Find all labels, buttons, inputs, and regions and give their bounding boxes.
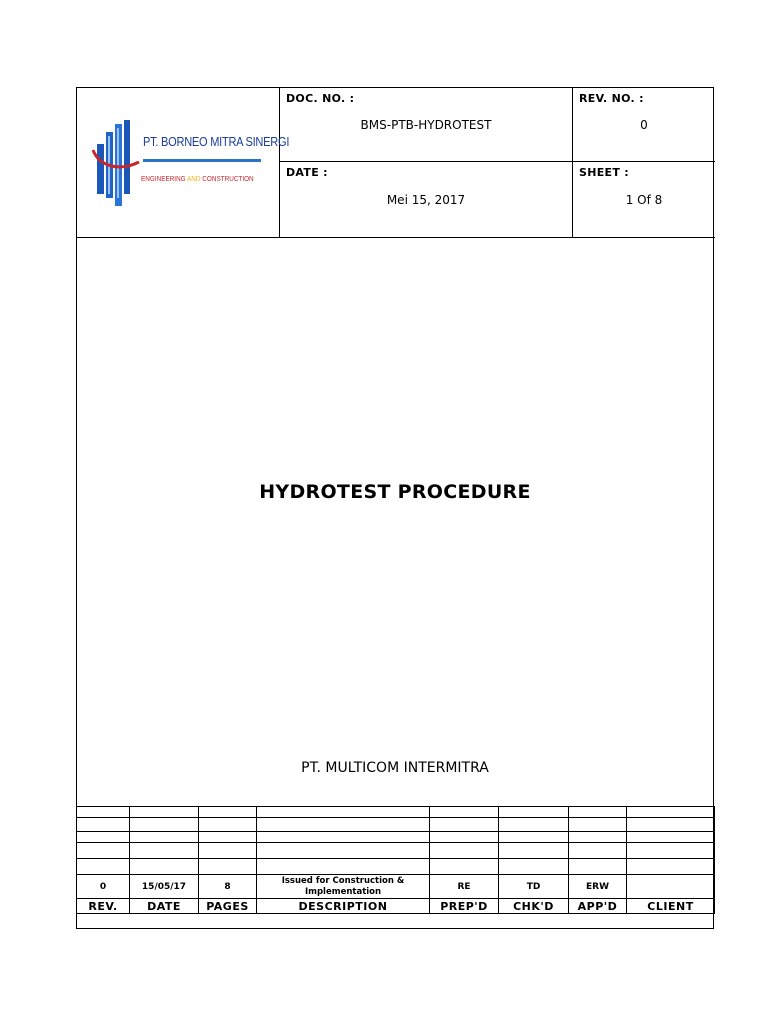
logo-company-name: PT. BORNEO MITRA SINERGI bbox=[143, 134, 290, 149]
date-label: DATE : bbox=[286, 166, 328, 179]
revision-blank-row bbox=[77, 859, 715, 875]
chkd-cell: TD bbox=[499, 875, 569, 899]
pages-cell: 8 bbox=[199, 875, 257, 899]
logo-tagline-part3: CONSTRUCTION bbox=[200, 174, 254, 183]
header-chkd: CHK'D bbox=[499, 899, 569, 914]
header-divider-right bbox=[572, 88, 573, 237]
rev-no-label: REV. NO. : bbox=[579, 92, 644, 105]
header-client: CLIENT bbox=[627, 899, 715, 914]
header-rev: REV. bbox=[77, 899, 130, 914]
doc-no-value: BMS-PTB-HYDROTEST bbox=[360, 118, 492, 132]
revision-blank-row bbox=[77, 843, 715, 859]
rev-no-value: 0 bbox=[640, 118, 648, 132]
rev-cell: 0 bbox=[77, 875, 130, 899]
logo-underline bbox=[143, 159, 261, 162]
prepd-cell: RE bbox=[430, 875, 499, 899]
header-date: DATE bbox=[130, 899, 199, 914]
logo-tagline-part2: AND bbox=[187, 174, 201, 183]
revision-blank-row bbox=[77, 832, 715, 843]
revision-table bbox=[76, 806, 715, 914]
date-value: Mei 15, 2017 bbox=[386, 193, 466, 207]
logo-tagline bbox=[141, 174, 254, 183]
appd-cell: ERW bbox=[569, 875, 627, 899]
description-cell: Issued for Construction & Implementation bbox=[257, 875, 430, 899]
client-cell bbox=[627, 875, 715, 899]
revision-row bbox=[77, 875, 715, 899]
revision-header-row bbox=[77, 899, 715, 914]
client-name: PT. MULTICOM INTERMITRA bbox=[301, 760, 489, 776]
sheet-value: 1 Of 8 bbox=[625, 193, 663, 207]
revision-blank-row bbox=[77, 807, 715, 818]
header-description: DESCRIPTION bbox=[257, 899, 430, 914]
document-title: HYDROTEST PROCEDURE bbox=[259, 481, 531, 503]
header-prepd: PREP'D bbox=[430, 899, 499, 914]
company-logo bbox=[91, 118, 290, 206]
logo-mark-icon bbox=[91, 118, 141, 206]
header-pages: PAGES bbox=[199, 899, 257, 914]
revision-blank-row bbox=[77, 818, 715, 832]
logo-tagline-part1: ENGINEERING bbox=[141, 174, 188, 183]
header-divider-middle bbox=[279, 161, 715, 162]
header-bottom-border bbox=[77, 237, 715, 238]
document-frame bbox=[76, 87, 714, 929]
sheet-label: SHEET : bbox=[579, 166, 629, 179]
date-cell: 15/05/17 bbox=[130, 875, 199, 899]
header-divider-left bbox=[279, 88, 280, 237]
doc-no-label: DOC. NO. : bbox=[286, 92, 355, 105]
header-appd: APP'D bbox=[569, 899, 627, 914]
